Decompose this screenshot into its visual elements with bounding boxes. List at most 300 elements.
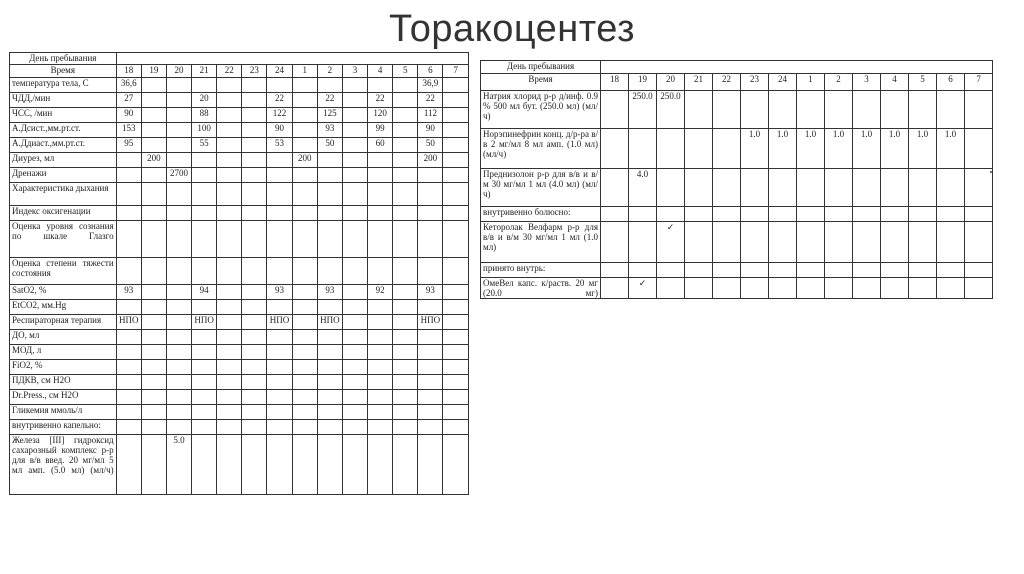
hour-header: 5 [909,74,937,91]
value-cell: 36,9 [418,78,443,93]
row-label: Кеторолак Велфарм р-р для в/в и в/м 30 мг/мл 1 мл (1.0 мл) [481,222,601,263]
hour-header: 5 [393,65,418,78]
value-cell [217,206,242,221]
value-cell [342,258,367,285]
value-cell: 99 [368,123,393,138]
value-cell [443,345,469,360]
value-cell [418,360,443,375]
value-cell [368,153,393,168]
value-cell [242,153,267,168]
value-cell: 153 [116,123,141,138]
hour-header: 24 [769,74,797,91]
value-cell [292,221,317,258]
value-cell [443,168,469,183]
value-cell [368,221,393,258]
value-cell [267,345,292,360]
value-cell: 93 [317,285,342,300]
row-label: внутривенно капельно: [10,420,117,435]
value-cell [166,390,191,405]
hour-header: 3 [853,74,881,91]
value-cell [317,168,342,183]
value-cell [292,108,317,123]
chart-row [10,315,469,330]
value-cell [342,221,367,258]
value-cell [853,169,881,207]
value-cell: 92 [368,285,393,300]
value-cell [166,345,191,360]
chart-row [481,169,993,207]
value-cell [368,78,393,93]
value-cell [116,420,141,435]
value-cell [217,360,242,375]
scan-speck [990,171,992,173]
value-cell [317,345,342,360]
value-cell [242,93,267,108]
value-cell: 36,6 [116,78,141,93]
value-cell [217,153,242,168]
value-cell: 1.0 [741,129,769,169]
value-cell: 60 [368,138,393,153]
value-cell [317,153,342,168]
row-label: Дренажи [10,168,117,183]
value-cell [443,285,469,300]
value-cell [141,405,166,420]
value-cell [292,123,317,138]
value-cell [317,405,342,420]
value-cell [342,183,367,206]
chart-row [481,91,993,129]
row-label: Оценка уровня сознания по шкале Глазго [10,221,117,258]
value-cell [217,330,242,345]
value-cell: 250.0 [657,91,685,129]
value-cell [192,405,217,420]
value-cell [368,258,393,285]
row-label: Респираторная терапия [10,315,117,330]
value-cell [192,168,217,183]
value-cell [192,420,217,435]
chart-row [10,153,469,168]
value-cell [217,315,242,330]
value-cell [141,138,166,153]
value-cell [267,153,292,168]
value-cell: 27 [116,93,141,108]
value-cell [141,360,166,375]
value-cell: ✓ [657,222,685,263]
value-cell [342,78,367,93]
value-cell [166,258,191,285]
value-cell [192,345,217,360]
value-cell [797,278,825,299]
value-cell [368,315,393,330]
value-cell [629,207,657,222]
value-cell [769,278,797,299]
chart-row [10,405,469,420]
value-cell: 200 [292,153,317,168]
hour-header: 19 [629,74,657,91]
value-cell [292,93,317,108]
value-cell [443,330,469,345]
value-cell: 2700 [166,168,191,183]
value-cell [418,435,443,495]
value-cell [317,360,342,375]
value-cell [629,129,657,169]
hour-header: 24 [267,65,292,78]
value-cell [166,206,191,221]
value-cell [853,263,881,278]
value-cell [217,285,242,300]
value-cell [881,207,909,222]
row-label: Dr.Press., см Н2О [10,390,117,405]
value-cell [217,138,242,153]
value-cell [292,206,317,221]
value-cell: 88 [192,108,217,123]
value-cell [443,405,469,420]
value-cell [267,168,292,183]
value-cell: 93 [267,285,292,300]
value-cell [141,108,166,123]
value-cell: 50 [418,138,443,153]
value-cell [769,222,797,263]
value-cell [393,360,418,375]
chart-row [10,285,469,300]
value-cell: 94 [192,285,217,300]
value-cell [965,91,993,129]
value-cell [418,330,443,345]
row-label: Преднизолон р-р для в/в и в/м 30 мг/мл 1 мл (4.0 мл) (мл/ч) [481,169,601,207]
value-cell [292,405,317,420]
value-cell [342,153,367,168]
time-label: Время [10,65,117,78]
value-cell [141,390,166,405]
value-cell [965,263,993,278]
value-cell [141,375,166,390]
value-cell: 90 [418,123,443,138]
row-label: ДО, мл [10,330,117,345]
value-cell [443,315,469,330]
value-cell [443,93,469,108]
value-cell [685,222,713,263]
day-label: День пребывания [10,53,117,65]
value-cell: 1.0 [853,129,881,169]
value-cell [267,183,292,206]
hour-header: 19 [141,65,166,78]
value-cell [342,345,367,360]
value-cell [116,330,141,345]
value-cell [443,375,469,390]
value-cell [713,169,741,207]
value-cell [769,169,797,207]
value-cell [368,390,393,405]
value-cell [116,390,141,405]
value-cell [769,263,797,278]
value-cell [741,222,769,263]
value-cell: 200 [141,153,166,168]
row-label: Гликемия ммоль/л [10,405,117,420]
hour-header: 7 [965,74,993,91]
day-row [481,61,993,74]
row-label: Индекс оксигенации [10,206,117,221]
value-cell [217,300,242,315]
hour-header: 22 [217,65,242,78]
value-cell [368,183,393,206]
value-cell [192,258,217,285]
value-cell [242,330,267,345]
hour-header: 21 [685,74,713,91]
value-cell: 93 [418,285,443,300]
value-cell [242,123,267,138]
value-cell [267,405,292,420]
value-cell [141,435,166,495]
value-cell [166,420,191,435]
value-cell [141,168,166,183]
value-cell [741,207,769,222]
value-cell: 1.0 [937,129,965,169]
value-cell [393,108,418,123]
value-cell [192,183,217,206]
value-cell [217,183,242,206]
value-cell: 100 [192,123,217,138]
hour-header: 6 [418,65,443,78]
value-cell [116,258,141,285]
value-cell [741,169,769,207]
value-cell [242,285,267,300]
value-cell [909,169,937,207]
value-cell [267,221,292,258]
day-label: День пребывания [481,61,601,74]
value-cell [368,360,393,375]
value-cell [418,420,443,435]
value-cell [166,93,191,108]
value-cell [192,153,217,168]
value-cell [166,183,191,206]
value-cell [965,169,993,207]
hour-header: 7 [443,65,469,78]
value-cell [685,207,713,222]
value-cell [192,390,217,405]
value-cell [141,300,166,315]
row-label: Натрия хлорид р-р д/инф. 0.9 % 500 мл бут. (250.0 мл) (мл/ч) [481,91,601,129]
value-cell: 1.0 [825,129,853,169]
value-cell [192,221,217,258]
value-cell [292,285,317,300]
value-cell [116,360,141,375]
value-cell [657,278,685,299]
value-cell [217,375,242,390]
row-label: ОмеВел капс. к/раств. 20 мг (20.0 мг) [481,278,601,299]
value-cell [393,375,418,390]
value-cell [292,78,317,93]
value-cell [342,390,367,405]
value-cell: 125 [317,108,342,123]
value-cell [292,138,317,153]
value-cell: 22 [368,93,393,108]
hour-header: 2 [825,74,853,91]
value-cell [685,169,713,207]
hour-header: 4 [368,65,393,78]
value-cell [629,263,657,278]
value-cell [267,330,292,345]
value-cell: 22 [418,93,443,108]
value-cell [116,405,141,420]
value-cell [166,138,191,153]
value-cell [443,360,469,375]
value-cell [242,138,267,153]
value-cell [292,168,317,183]
value-cell: 50 [317,138,342,153]
value-cell [937,263,965,278]
hour-header: 3 [342,65,367,78]
value-cell [116,153,141,168]
value-cell [267,258,292,285]
value-cell [317,78,342,93]
value-cell [418,258,443,285]
value-cell [825,263,853,278]
row-label: температура тела, С [10,78,117,93]
value-cell [242,108,267,123]
value-cell [965,222,993,263]
hour-header: 20 [657,74,685,91]
value-cell [393,168,418,183]
value-cell [825,278,853,299]
value-cell [443,183,469,206]
value-cell [342,315,367,330]
value-cell [368,330,393,345]
time-label: Время [481,74,601,91]
time-row [10,65,469,78]
value-cell [192,435,217,495]
value-cell [192,206,217,221]
value-cell [217,93,242,108]
value-cell [937,278,965,299]
value-cell [601,263,629,278]
value-cell [443,420,469,435]
value-cell [192,78,217,93]
value-cell [393,123,418,138]
row-label: Характеристика дыхания [10,183,117,206]
value-cell [242,183,267,206]
value-cell [601,169,629,207]
vitals-chart-table [9,52,469,495]
row-label: SatO2, % [10,285,117,300]
value-cell [217,345,242,360]
value-cell [317,435,342,495]
value-cell [141,183,166,206]
value-cell [242,221,267,258]
value-cell [629,222,657,263]
value-cell [217,420,242,435]
row-label: внутривенно болюсно: [481,207,601,222]
value-cell [267,435,292,495]
value-cell: 1.0 [909,129,937,169]
value-cell [909,207,937,222]
value-cell [797,91,825,129]
value-cell [166,300,191,315]
value-cell: 20 [192,93,217,108]
value-cell: 112 [418,108,443,123]
value-cell [825,169,853,207]
value-cell [217,258,242,285]
value-cell [393,435,418,495]
chart-row [10,206,469,221]
value-cell [141,330,166,345]
value-cell [141,123,166,138]
value-cell [141,206,166,221]
value-cell [909,263,937,278]
row-label: МОД, л [10,345,117,360]
value-cell [267,206,292,221]
value-cell [881,222,909,263]
value-cell [657,263,685,278]
value-cell [443,435,469,495]
value-cell [443,78,469,93]
value-cell [317,183,342,206]
value-cell [393,390,418,405]
value-cell [393,420,418,435]
value-cell [965,207,993,222]
value-cell [141,420,166,435]
value-cell [292,390,317,405]
value-cell [853,91,881,129]
value-cell [292,435,317,495]
value-cell: 122 [267,108,292,123]
value-cell [418,168,443,183]
value-cell [267,375,292,390]
value-cell [393,93,418,108]
value-cell [418,183,443,206]
value-cell [292,360,317,375]
value-cell [242,360,267,375]
hour-header: 20 [166,65,191,78]
value-cell: НПО [317,315,342,330]
row-label: принято внутрь: [481,263,601,278]
value-cell [909,278,937,299]
value-cell [141,315,166,330]
value-cell [393,206,418,221]
value-cell [242,435,267,495]
value-cell [393,285,418,300]
value-cell [713,222,741,263]
value-cell [317,300,342,315]
value-cell [217,123,242,138]
value-cell [601,91,629,129]
value-cell [342,330,367,345]
value-cell [685,129,713,169]
value-cell [166,330,191,345]
value-cell: 5.0 [166,435,191,495]
hour-header: 1 [797,74,825,91]
value-cell [393,78,418,93]
value-cell [368,435,393,495]
value-cell [393,315,418,330]
value-cell [368,168,393,183]
value-cell [317,390,342,405]
chart-row [481,278,993,299]
chart-row [10,420,469,435]
value-cell [685,91,713,129]
row-label: Диурез, мл [10,153,117,168]
chart-row [481,263,993,278]
value-cell [881,278,909,299]
value-cell [217,390,242,405]
value-cell [242,375,267,390]
value-cell [418,300,443,315]
value-cell [342,168,367,183]
value-cell [141,285,166,300]
value-cell [368,420,393,435]
value-cell [116,168,141,183]
value-cell: 53 [267,138,292,153]
chart-row [10,108,469,123]
